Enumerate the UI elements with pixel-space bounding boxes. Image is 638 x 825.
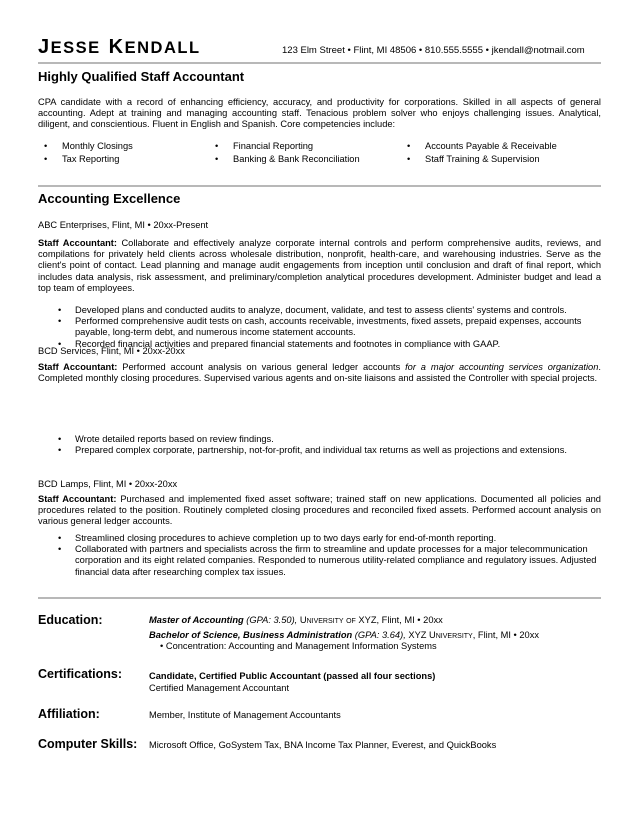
job-description: Staff Accountant: Performed account analysis on various general ledger accounts for a major accounting services organization. Completed monthly closing procedures. Supervised various agents and on-site liaisons and assisted the Controller with special projects. [38, 362, 601, 384]
name-first-rest: ESSE [50, 39, 101, 57]
header-divider [38, 62, 601, 64]
bullet-icon: • [215, 153, 219, 164]
bullet-icon: • [215, 141, 219, 151]
list-item: • Recorded financial activities and prepared financial statements and footnotes in compliance with GAAP. [58, 338, 501, 349]
job-achievements [58, 533, 601, 578]
bullet-icon: • [407, 153, 411, 164]
job-company: BCD Lamps, Flint, MI • 20xx-20xx [38, 479, 178, 489]
affiliation-value: Member, Institute of Management Accountants [149, 710, 341, 720]
name-initial-last: K [108, 36, 125, 58]
competencies: • Monthly Closings • Financial Reporting • Accounts Payable & Receivable • Tax Reporting • Banking & Bank Reconciliation • Staff Training & Supervision [44, 141, 557, 164]
concentration-line: • Concentration: Accounting and Management Information Systems [160, 641, 437, 651]
degree-line: Master of Accounting (GPA: 3.50), University of XYZ, Flint, MI • 20xx [149, 615, 443, 625]
list-item: • Performed comprehensive audit tests on cash, accounts receivable, investments, fixed assets, prepaid expenses, accounts payable, long-term debt, and numerous income statement accounts. [58, 316, 582, 338]
bullet-icon: • [407, 141, 411, 151]
name-last-rest: ENDALL [124, 39, 201, 57]
bullet-icon: • [160, 641, 164, 651]
degree-line: Bachelor of Science, Business Administration (GPA: 3.64), XYZ University, Flint, MI • 20xx [149, 629, 539, 640]
bullet-icon: • [58, 316, 62, 327]
job-achievements [58, 434, 601, 456]
job-description: Staff Accountant: Purchased and implemented fixed asset software; trained staff on new applications. Documented all policies and procedures related to the position. Routinely completed closing procedures and reconciled fixed assets. Performed account analysis on various general ledger accounts. [38, 494, 601, 527]
job-company: ABC Enterprises, Flint, MI • 20xx-Present [38, 220, 209, 230]
section-divider [38, 597, 601, 599]
certifications-label: Certifications: [38, 667, 123, 681]
experience-heading: Accounting Excellence [38, 191, 181, 206]
contact-line: 123 Elm Street • Flint, MI 48506 • 810.555.5555 • jkendall@notmail.com [282, 45, 585, 56]
affiliation-label: Affiliation: [38, 707, 100, 721]
section-divider [38, 185, 601, 187]
job-company: BCD Services, Flint, MI • 20xx-20xx [38, 346, 185, 356]
certifications-details: Candidate, Certified Public Accountant (passed all four sections) Certified Management Accountant [149, 671, 436, 693]
name-initial-first: J [38, 36, 51, 58]
skills-label: Computer Skills: [38, 737, 138, 751]
bullet-icon: • [58, 338, 62, 349]
bullet-icon: • [44, 141, 48, 151]
bullet-icon: • [58, 544, 62, 555]
education-label: Education: [38, 613, 103, 627]
job-description: Staff Accountant: Collaborate and effectively analyze corporate internal controls and perform comprehensive audits, reviews, and compilations for privately held clients across wholesale distribution, nonprofit, health-care, and warehousing industries. Serve as the client's point of contact. Lead planning and manage audit engagements from inception until conclusion and draft of final report, which includes data analysis, risk assessment, and preliminary/completion analytical procedures development. Administer budget and lead a top team of employees. [38, 238, 601, 293]
bullet-icon: • [58, 305, 62, 315]
candidate-name [38, 36, 201, 59]
summary-paragraph: CPA candidate with a record of enhancing efficiency, accuracy, and productivity for corporations. Skilled in all aspects of general accounting. Adept at training and managing accounting staff. Tenacious problem solver who enjoys challenging issues. Analytical, diligent, and conscientious. Fluent in English and Spanish. Core competencies include: [38, 97, 601, 130]
list-item: • Developed plans and conducted audits to analyze, document, validate, and test to assess clients' systems and controls. [58, 305, 567, 315]
list-item: • Wrote detailed reports based on review findings. [58, 434, 274, 444]
headline: Highly Qualified Staff Accountant [38, 69, 245, 84]
bullet-icon: • [58, 445, 62, 456]
bullet-icon: • [44, 153, 48, 164]
list-item: • Streamlined closing procedures to achieve completion up to two days early for end-of-month reporting. [58, 533, 497, 543]
list-item: • Collaborated with partners and specialists across the firm to streamline and update processes for a major telecommunication corporation and its eight related companies. Responded to numerous utility-related compliance and regulatory issues. Adjusted financial data after researching complex tax issues. [58, 544, 597, 577]
job-achievements [58, 305, 601, 350]
bullet-icon: • [58, 533, 62, 543]
bullet-icon: • [58, 434, 62, 444]
list-item: • Prepared complex corporate, partnership, not-for-profit, and individual tax returns as well as projections and extensions. [58, 445, 567, 456]
skills-value: Microsoft Office, GoSystem Tax, BNA Income Tax Planner, Everest, and QuickBooks [149, 740, 497, 750]
education-details [149, 615, 604, 653]
